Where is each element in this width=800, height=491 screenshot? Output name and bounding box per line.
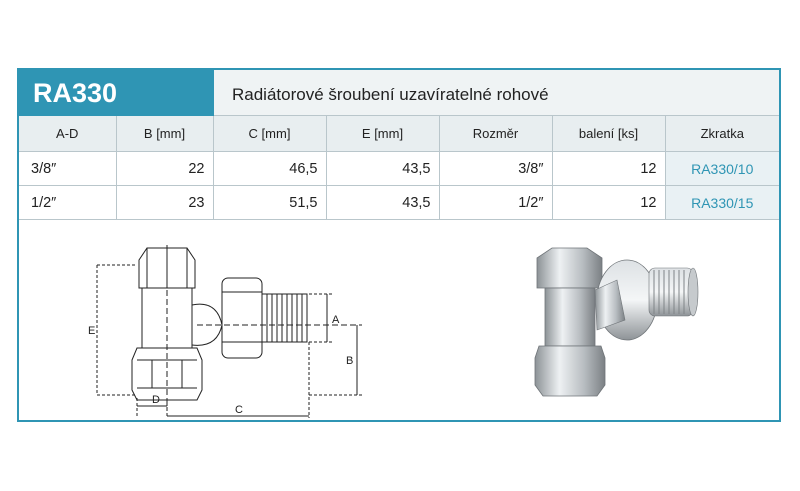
table-cell: 46,5: [213, 152, 326, 186]
dimension-label-e: E: [88, 325, 96, 337]
technical-drawing: [77, 230, 377, 420]
product-code: RA330: [19, 70, 214, 116]
table-row: [19, 186, 779, 220]
dimension-label-b: B: [346, 355, 354, 367]
table-cell: 3/8″: [19, 152, 116, 186]
table-cell: 43,5: [326, 152, 439, 186]
column-header: Rozměr: [439, 116, 552, 152]
table-cell: 3/8″: [439, 152, 552, 186]
spec-table: [19, 116, 779, 220]
table-cell: 23: [116, 186, 213, 220]
product-photo: [517, 240, 747, 400]
table-cell: 22: [116, 152, 213, 186]
product-code-link[interactable]: RA330/15: [665, 186, 779, 220]
column-header: C [mm]: [213, 116, 326, 152]
column-header: Zkratka: [665, 116, 779, 152]
product-header: [19, 70, 779, 116]
table-cell: 12: [552, 152, 665, 186]
product-code-link[interactable]: RA330/10: [665, 152, 779, 186]
column-header: B [mm]: [116, 116, 213, 152]
product-card: [17, 68, 781, 422]
table-cell: 1/2″: [19, 186, 116, 220]
table-row: [19, 152, 779, 186]
dimension-label-d: D: [152, 394, 160, 406]
column-header: A-D: [19, 116, 116, 152]
dimension-label-c: C: [235, 404, 243, 416]
product-title: Radiátorové šroubení uzavíratelné rohové: [214, 70, 779, 116]
column-header: balení [ks]: [552, 116, 665, 152]
column-header: E [mm]: [326, 116, 439, 152]
table-cell: 51,5: [213, 186, 326, 220]
table-cell: 1/2″: [439, 186, 552, 220]
dimension-label-a: A: [332, 314, 340, 326]
table-header-row: [19, 116, 779, 152]
table-cell: 43,5: [326, 186, 439, 220]
table-cell: 12: [552, 186, 665, 220]
